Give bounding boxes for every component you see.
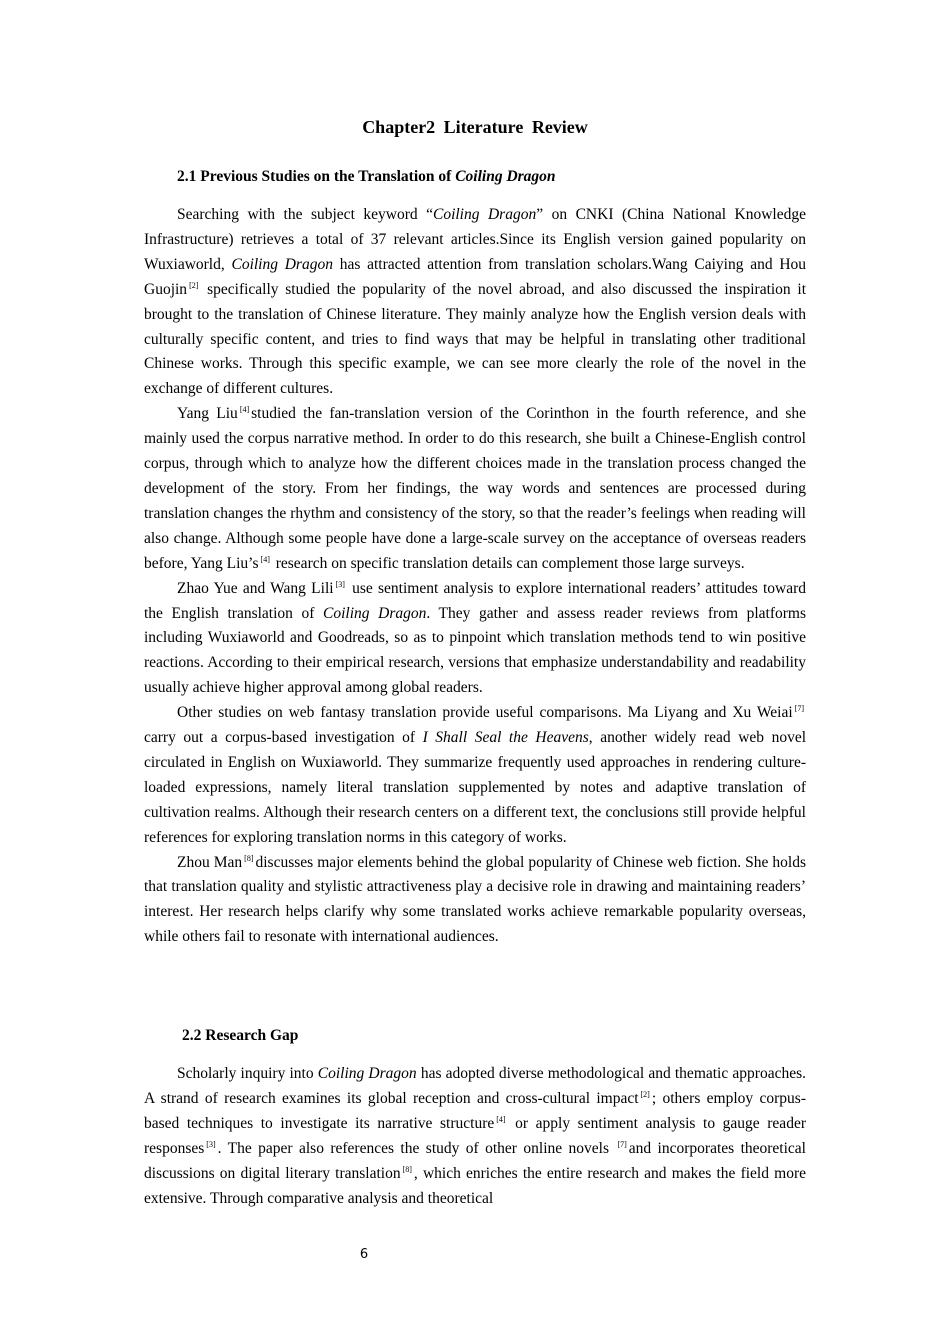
section-heading-2-1-prefix: 2.1 Previous Studies on the Translation of [177,168,456,185]
section-heading-2-1-title: Coiling Dragon [455,168,556,185]
citation-ref: [7] [617,1139,627,1149]
italic-title: Coiling Dragon [317,1065,417,1082]
paragraph-research-gap [144,1062,806,1211]
text-run: research on specific translation details can complement those large surveys. [271,554,745,572]
citation-ref: [2] [189,280,199,290]
citation-ref: [8] [244,853,254,863]
text-run: specifically studied the popularity of the novel abroad, and also discussed the inspiration it brought to the translation of Chinese literature. They mainly analyze how the English version deals with culturally specific content, and tries to find ways that may be helpful in translating other traditional Chinese works. Through this specific example, we can see more clearly the role of the novel in the exchange of different cultures. [144,280,806,398]
text-run: . They gather and assess reader reviews from platforms including Wuxiaworld and Goodreads, so as to pinpoint which translation methods tend to win positive reactions. According to their empirical research, versions that emphasize understandability and readability usually achieve higher approval among global readers. [144,604,807,697]
italic-title: I Shall Seal the Heavens [422,729,589,747]
text-run: Other studies on web fantasy translation provide useful comparisons. Ma Liyang and Xu Weiai [177,704,793,722]
page-number: 6 [359,1247,369,1262]
text-run: Searching with the subject keyword “ [177,206,433,223]
citation-ref: [4] [496,1114,506,1124]
section-2-2-body [144,1062,806,1211]
paragraph-zhao-yue [144,577,806,702]
text-run: and incorporates theoretical discussions on digital literary translation [144,1139,806,1182]
section-heading-2-2: 2.2 Research Gap [182,1027,299,1044]
text-run: . The paper also references the study of other online novels [217,1139,616,1157]
text-run: Zhao Yue and Wang Lili [177,579,334,597]
citation-ref: [2] [640,1089,650,1099]
text-run: studied the fan-translation version of the Corinthon in the fourth reference, and she mainly used the corpus narrative method. In order to do this research, she built a Chinese-English control corpus, through which to analyze how the different choices made in the translation process changed the development of the story. From her findings, the way words and sentences are processed during translation changes the rhythm and consistency of the story, so that the reader’s feelings when reading will also change. Although some people have done a large-scale survey on the acceptance of overseas readers before, Yang Liu’s [144,405,807,572]
paragraph-yang-liu [144,402,806,576]
text-run: , another widely read web novel circulated in English on Wuxiaworld. They summarize frequently used approaches in rendering culture-loaded expressions, namely literal translation supplemented by notes and adaptive translation of cultivation realms. Although their research centers on a different text, the conclusions still provide helpful references for exploring translation norms in this category of works. [144,729,807,846]
citation-ref: [4] [260,554,270,564]
section-heading-2-1 [177,168,556,186]
text-run: , which enriches the entire research and makes the field more extensive. Through comparative analysis and theoretical [144,1164,807,1207]
text-run: ” on CNKI (China National Knowledge Infrastructure) retrieves a total of 37 relevant articles.Since its English version gained popularity on Wuxiaworld, [144,206,806,273]
citation-ref: [4] [239,405,250,415]
text-run: ; others employ corpus-based techniques to investigate its narrative structure [144,1089,806,1132]
text-run: Yang Liu [177,405,238,423]
chapter-title: Chapter2 Literature Review [362,117,588,137]
text-run: has attracted attention from translation scholars.Wang Caiying and Hou Guojin [144,255,807,298]
citation-ref: [3] [335,579,345,589]
italic-title: Coiling Dragon [231,255,333,273]
citation-ref: [8] [402,1164,412,1174]
citation-ref: [3] [206,1139,216,1149]
paragraph-coiling-dragon-cnki [144,203,806,402]
text-run: has adopted diverse methodological and thematic approaches. A strand of research examines its global reception and cross-cultural impact [144,1065,806,1107]
text-run: or apply sentiment analysis to gauge reader responses [144,1114,806,1157]
paragraph-zhou-man [144,851,806,951]
text-run: carry out a corpus-based investigation of [144,729,423,747]
italic-title: Coiling Dragon [432,206,537,223]
citation-ref: [7] [794,704,804,714]
italic-title: Coiling Dragon [323,604,427,622]
paragraph-ma-liyang [144,701,806,850]
text-run: discusses major elements behind the global popularity of Chinese web fiction. She holds that translation quality and stylistic attractiveness play a decisive role in drawing and maintaining readers’ interest. Her research helps clarify why some translated works achieve remarkable popularity overseas, while others fail to resonate with international audiences. [144,853,807,946]
text-run: use sentiment analysis to explore international readers’ attitudes toward the English translation of [144,579,807,622]
text-run: Scholarly inquiry into [177,1065,318,1082]
section-2-1-body [144,203,806,950]
text-run: Zhou Man [177,853,243,871]
